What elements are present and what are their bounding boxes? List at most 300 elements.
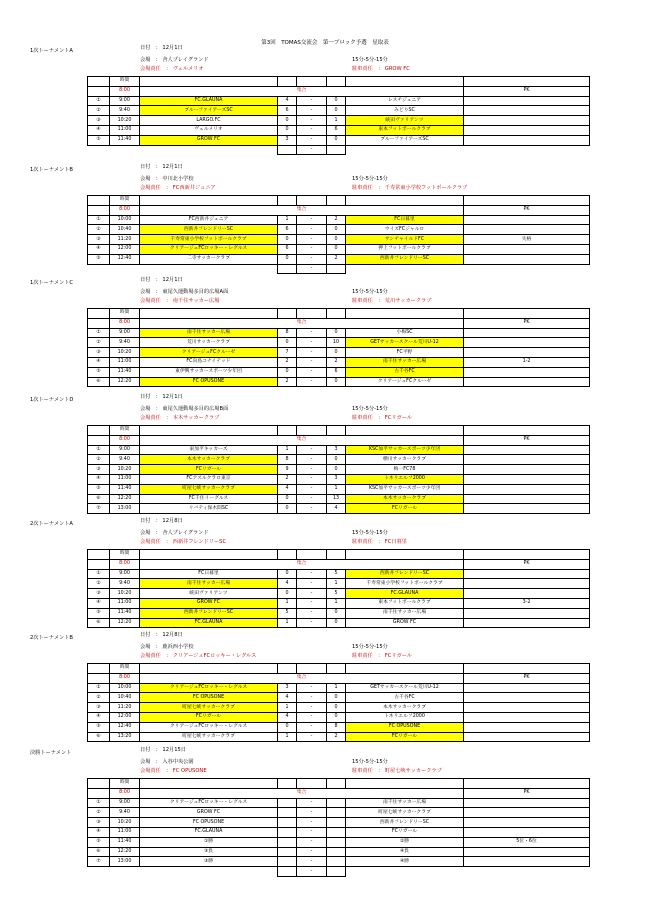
cell: 10:20 [110,116,140,126]
cell: ③ [88,818,110,828]
cell: 東本フットボールクラブ [346,598,464,608]
cell: ⑤ [88,254,110,264]
cell: 10:20 [110,589,140,599]
cell: - [297,827,327,837]
cell [464,618,590,628]
cell: 4 [278,693,297,703]
table-row [88,598,590,608]
cell: ② [88,338,110,348]
cell: 9:40 [110,579,140,589]
cell: 11:00 [110,827,140,837]
cell: 9:40 [110,455,140,465]
cell: - [297,683,327,693]
cell: ⑥ [88,732,110,742]
cell: KSC加平サッカースポーツ少年団 [346,484,464,494]
cell: 0 [327,465,346,475]
cell: 東伊興サッカースポーツ少年団 [140,367,278,377]
cell [464,494,590,504]
cell: 古千谷FC [346,367,464,377]
cell: 9:40 [110,808,140,818]
cell: FC.GLAUNA [140,96,278,106]
cell: 4 [278,484,297,494]
table-row [88,367,590,377]
cell: 6 [327,125,346,135]
cell: 0 [278,494,297,504]
cell: 0 [327,96,346,106]
cell [464,348,590,358]
cell: ④負 [346,847,464,857]
cell: - [297,693,327,703]
cell [464,722,590,732]
match-table [87,778,590,877]
cell: - [297,96,327,106]
table-row [88,703,590,713]
cell: - [297,348,327,358]
cell [327,798,346,808]
cell: 2 [327,254,346,264]
cell: 9:00 [110,569,140,579]
cell: - [297,569,327,579]
cell [464,569,590,579]
cell: 11:20 [110,703,140,713]
cell [464,579,590,589]
cell: ④ [88,244,110,254]
cell: クリアージュFCロッキー・レグルス [140,244,278,254]
cell: ① [88,445,110,455]
cell: 9:00 [110,445,140,455]
cell: - [297,857,327,867]
cell: 荒川サッカークラブ [140,338,278,348]
table-row [88,732,590,742]
cell [327,818,346,828]
cell: 0 [278,235,297,245]
cell: - [297,135,327,145]
section-label: 決勝トーナメント [30,750,72,756]
cell: - [297,357,327,367]
cell: - [297,579,327,589]
cell: GROW FC [140,135,278,145]
cell: 10:20 [110,818,140,828]
cell: - [297,818,327,828]
cell: ⑤ [88,608,110,618]
cell: ヴェルメリオ [140,125,278,135]
cell: 10:20 [110,465,140,475]
cell: 0 [327,618,346,628]
cell: 本木サッカークラブ [140,455,278,465]
cell: 6 [278,106,297,116]
cell: 3 [327,445,346,455]
cell: ウイズFCジャルロ [346,225,464,235]
cell: 0 [327,328,346,338]
cell: 11:00 [110,598,140,608]
cell: 3 [278,135,297,145]
venue-row: 会場 ： 舎人プレイグランド [140,530,209,536]
cell: ② [88,693,110,703]
cell: FC OPUSONE [346,722,464,732]
cell: - [297,712,327,722]
cell [464,116,590,126]
cell: 5 [278,608,297,618]
cell: 1 [278,598,297,608]
cell [327,837,346,847]
cell: - [297,225,327,235]
cell: - [297,494,327,504]
cell: 12:40 [110,254,140,264]
match-table [87,425,590,514]
cell: 0 [278,504,297,514]
cell: トネリエルフ2000 [346,474,464,484]
cell [464,135,590,145]
cell [464,465,590,475]
cell: - [297,455,327,465]
section-label: 2次トーナメントB [30,635,73,641]
venue-row: 会場 ： 入谷中央公園 [140,759,194,765]
cell: ② [88,225,110,235]
cell: - [297,106,327,116]
cell: ④ [88,125,110,135]
cell: GROW FC [140,808,278,818]
date-row: 日付 ： 12月1日 [140,45,183,51]
cell: 2 [278,357,297,367]
cell [464,808,590,818]
cell: 西新井フレンドリーSC [346,254,464,264]
cell: - [297,598,327,608]
cell [278,827,297,837]
table-row [88,254,590,264]
cell: FC.GLAUNA [346,589,464,599]
cell: 0 [278,722,297,732]
cell: 13:00 [110,857,140,867]
cell: ③ [88,589,110,599]
cell: ブルーファイアーズSC [140,106,278,116]
parking-row: 駐車責任 ： FCリガール [352,415,412,421]
cell [464,338,590,348]
table-row [88,357,590,367]
cell: クリアージュFCクルーゼ [346,377,464,387]
blank-row: - [88,145,590,155]
cell: GROW FC [140,598,278,608]
cell: 5位・6位 [464,837,590,847]
cell: 5 [327,569,346,579]
cell: 2 [327,215,346,225]
cell: - [297,465,327,475]
table-row [88,445,590,455]
table-row [88,455,590,465]
cell: ③ [88,465,110,475]
cell: ① [88,215,110,225]
section-label: 2次トーナメントA [30,521,73,527]
cell: 10:40 [110,693,140,703]
cell: 4 [327,504,346,514]
cell: 2 [278,377,297,387]
parking-row: 駐車責任 ： 町屋七峡サッカークラブ [352,768,442,774]
venue-row: 会場 ： 東尾久運動場多目的広場B面 [140,406,229,412]
cell: - [297,589,327,599]
match-table [87,76,590,155]
cell: 峡田ヴァリアンツ [140,589,278,599]
cell: - [297,377,327,387]
table-row [88,377,590,387]
table-row [88,683,590,693]
table-row [88,215,590,225]
cell: 0 [327,235,346,245]
responsible-row: 会場責任 ： 西新井フレンドリーSC [140,539,227,545]
cell: ④ [88,474,110,484]
cell: 2 [327,357,346,367]
table-row [88,348,590,358]
cell: - [297,328,327,338]
table-row [88,484,590,494]
section-label: 1次トーナメントC [30,280,74,286]
cell: 12:40 [110,722,140,732]
cell: 12:20 [110,494,140,504]
cell: ⑦ [88,857,110,867]
cell: 0 [327,135,346,145]
cell: ⑤ [88,722,110,732]
cell: ⑥ [88,377,110,387]
cell: 南千住サッカー広場 [140,328,278,338]
cell: ① [88,96,110,106]
format-text: 15分-5分-15分 [352,406,388,412]
cell [464,377,590,387]
header-row: 時間 [88,550,590,560]
cell: ② [88,579,110,589]
venue-row: 会場 ： 鹿浜西小学校 [140,644,194,650]
cell [278,857,297,867]
cell: 1 [327,598,346,608]
responsible-row: 会場責任 ： クリアージュFCロッキー・レグルス [140,653,257,659]
cell: 南千住サッカー広場 [346,608,464,618]
table-row [88,693,590,703]
cell: FCリガール [140,465,278,475]
cell [464,712,590,722]
table-row [88,847,590,857]
cell: 12:00 [110,712,140,722]
format-text: 15分-5分-15分 [352,57,388,63]
match-table [87,549,590,628]
cell: 9:40 [110,338,140,348]
gather-row: 8:00 集合 PK [88,86,590,96]
cell: 11:00 [110,125,140,135]
cell: 千寿常東小学校フットボールクラブ [140,235,278,245]
table-row [88,235,590,245]
cell [278,837,297,847]
format-text: 15分-5分-15分 [352,289,388,295]
cell: 1 [327,579,346,589]
cell: ③負 [140,847,278,857]
cell: 南千住サッカー広場 [140,579,278,589]
cell: - [297,847,327,857]
cell [464,215,590,225]
cell: ③ [88,348,110,358]
cell: 12:20 [110,377,140,387]
cell: - [297,837,327,847]
cell: FC OPUSONE [140,693,278,703]
responsible-row: 会場責任 ： FC西新井ジュニア [140,185,216,191]
cell: FCリガール [346,732,464,742]
cell: 3-2 [464,598,590,608]
cell [278,818,297,828]
gather-row: 8:00 集合 PK [88,559,590,569]
cell: 9 [278,465,297,475]
header-row: 時間 [88,196,590,206]
parking-row: 駐車責任 ： FC日暮里 [352,539,407,545]
cell [464,244,590,254]
cell: - [297,116,327,126]
cell: 13:20 [110,732,140,742]
cell: FC.GLAUNA [140,827,278,837]
cell [464,798,590,808]
cell: 0 [327,244,346,254]
cell: ④ [88,712,110,722]
cell [464,818,590,828]
parking-row: 駐車責任 ： FCリガール [352,653,412,659]
cell: 0 [278,589,297,599]
cell: 11:00 [110,357,140,367]
cell: - [297,338,327,348]
venue-row: 会場 ： 中川北小学校 [140,176,194,182]
cell [327,857,346,867]
cell: 峡田ヴァリアンツ [346,116,464,126]
cell: ⑦ [88,504,110,514]
cell: - [297,125,327,135]
cell: - [297,367,327,377]
cell: FCリガール [140,712,278,722]
cell: - [297,722,327,732]
cell [278,798,297,808]
cell: 5 [327,589,346,599]
table-row [88,504,590,514]
cell: クリアージュFCロッキー・レグルス [140,683,278,693]
match-table [87,308,590,387]
cell: 西新井フレンドリーSC [140,225,278,235]
table-row [88,225,590,235]
cell: - [297,445,327,455]
table-row [88,494,590,504]
cell: 9:00 [110,96,140,106]
cell: 本木サッカークラブ [346,703,464,713]
cell: 8 [278,455,297,465]
cell: 0 [327,377,346,387]
cell: ② [88,455,110,465]
table-row [88,589,590,599]
cell: 梅一FC78 [346,465,464,475]
cell: - [297,608,327,618]
cell: - [297,484,327,494]
format-text: 15分-5分-15分 [352,176,388,182]
table-row [88,827,590,837]
table-row [88,722,590,732]
cell: 9:00 [110,798,140,808]
cell: GETサッカースクール荒川U-12 [346,338,464,348]
cell: - [297,798,327,808]
cell: - [297,244,327,254]
cell: 4 [278,579,297,589]
cell: 押上フットボールクラブ [346,244,464,254]
cell [278,847,297,857]
cell: ⑥ [88,494,110,504]
format-text: 15分-5分-15分 [352,759,388,765]
cell: 6 [278,225,297,235]
cell [464,484,590,494]
cell [464,827,590,837]
cell [464,474,590,484]
cell: 0 [327,712,346,722]
cell [464,96,590,106]
cell [327,827,346,837]
cell: 11:40 [110,608,140,618]
cell: ⑤ [88,837,110,847]
cell [327,808,346,818]
responsible-row: 会場責任 ： ヴェルメリオ [140,66,204,72]
cell: ⑤ [88,484,110,494]
cell: 東本フットボールクラブ [346,125,464,135]
header-row: 時間 [88,664,590,674]
cell: レスチジュニア [346,96,464,106]
cell: FC西新井ジュニア [140,215,278,225]
cell: 南千住サッカー広場 [346,357,464,367]
table-row [88,618,590,628]
cell: ⑤ [88,135,110,145]
cell: 町屋七峡サッカークラブ [140,703,278,713]
cell: ① [88,328,110,338]
cell: ① [88,798,110,808]
cell: 6 [278,244,297,254]
cell: 9:00 [110,328,140,338]
table-row [88,808,590,818]
cell: 13:00 [110,504,140,514]
cell [464,703,590,713]
cell: FCリガール [346,504,464,514]
cell: トネリエルフ2000 [346,712,464,722]
cell: 4 [278,712,297,722]
gather-row: 8:00 集合 PK [88,318,590,328]
cell: 1 [278,703,297,713]
cell: 西新井フレンドリーSC [140,608,278,618]
cell [464,445,590,455]
cell: 11:20 [110,235,140,245]
cell [464,504,590,514]
cell [464,857,590,867]
table-row [88,837,590,847]
cell: 11:40 [110,484,140,494]
cell: 10 [327,338,346,348]
table-row [88,608,590,618]
cell: ③ [88,116,110,126]
table-row [88,328,590,338]
cell: 12:20 [110,847,140,857]
cell: 1 [278,215,297,225]
cell [464,367,590,377]
cell [464,254,590,264]
cell [464,455,590,465]
date-row: 日付 ： 12月1日 [140,394,183,400]
cell: 1 [278,732,297,742]
cell [278,808,297,818]
parking-row: 駐車責任 ： 荒川サッカークラブ [352,298,432,304]
cell: 3 [278,683,297,693]
cell: 11:40 [110,367,140,377]
parking-row: 駐車責任 ： 千寿常東小学校フットボールクラブ [352,185,468,191]
table-row [88,106,590,116]
cell: FC千住イーグルス [140,494,278,504]
cell: 町屋七峡サッカークラブ [140,484,278,494]
page-title: 第3回 TOMAS交流会 第一ブロック予選 星取表 [261,40,389,46]
cell: FC OPUSONE [140,818,278,828]
cell: - [297,235,327,245]
cell: ③ [88,703,110,713]
cell: 0 [327,106,346,116]
